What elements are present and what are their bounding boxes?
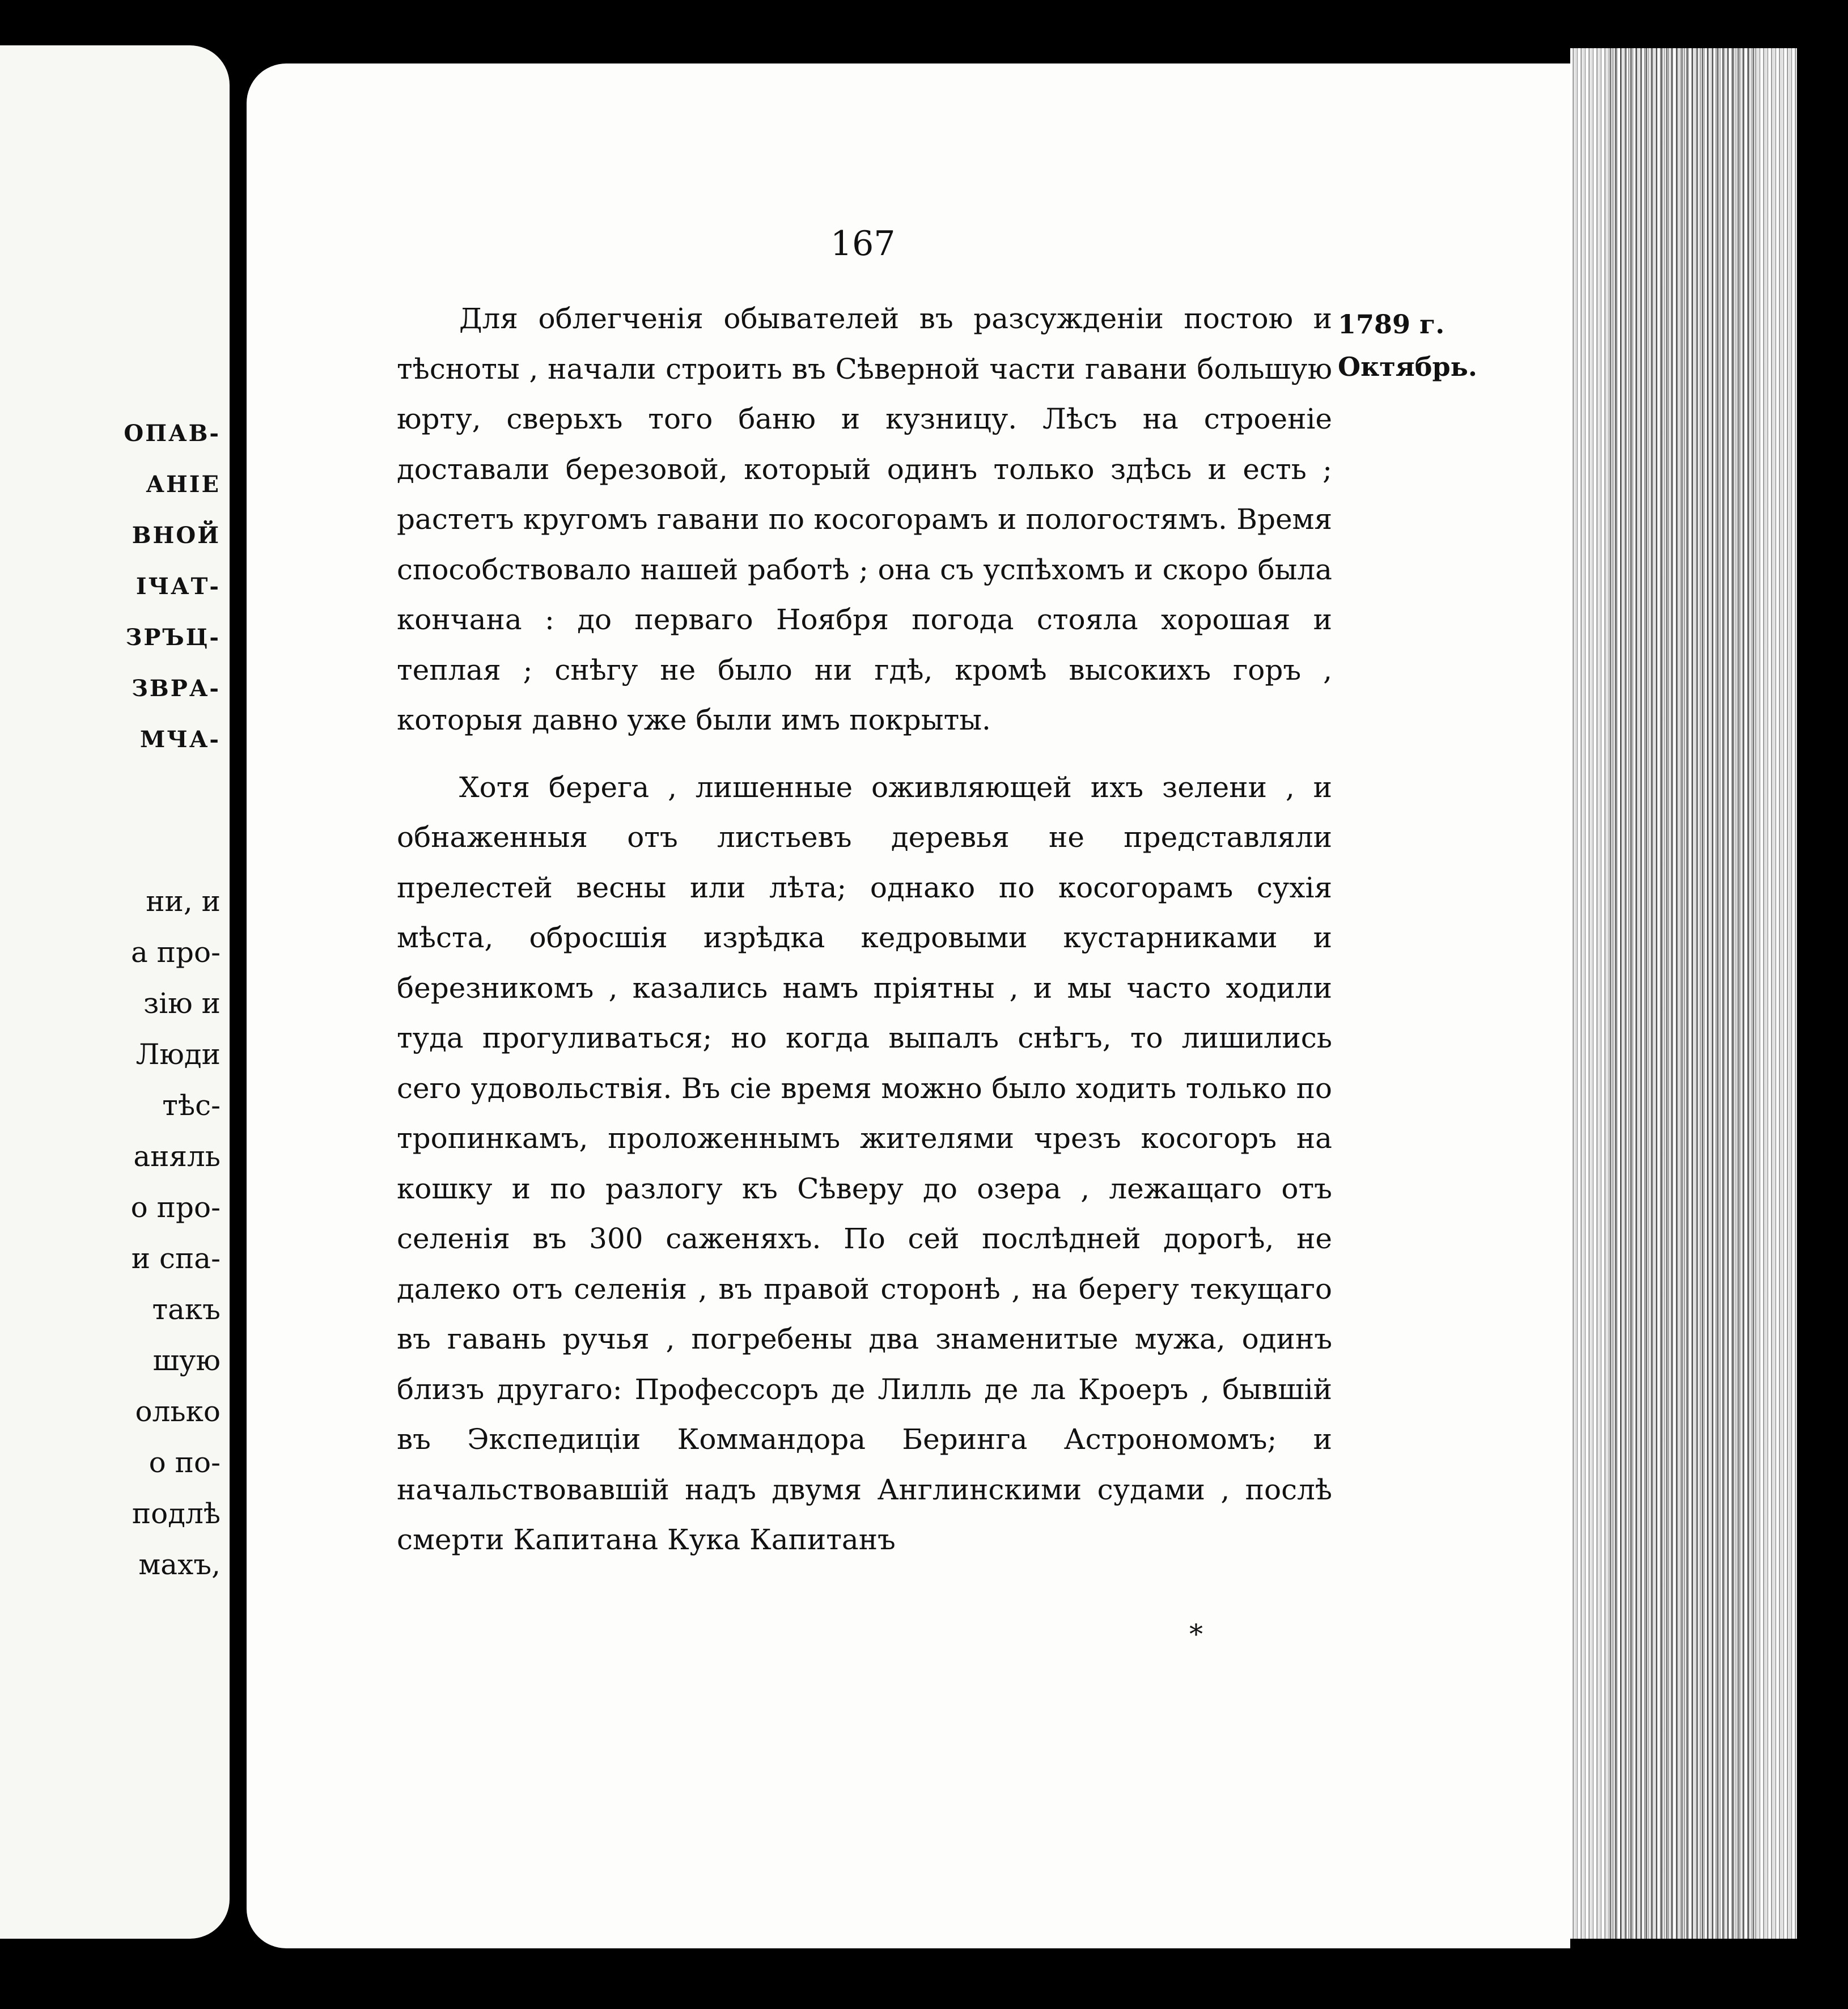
margin-note-year: 1789 г. (1338, 309, 1445, 340)
paragraph: Хотя берега , лишенные оживляющей ихъ зелени , и обнаженныя отъ листьевъ деревья не представляли прелестей весны или лѣта; однако по косогорамъ сухія мѣста, обросшія изрѣдка кедровыми кустарниками и березникомъ , казались намъ пріятны , и мы часто ходили туда прогуливаться; но когда выпалъ снѣгъ, то лишились сего удовольствія. Въ сіе время можно было ходить только по тропинкамъ, проложеннымъ жителями чрезъ косогоръ на кошку и по разлогу къ Сѣверу до озера , лежащаго отъ селенія въ 300 саженяхъ. По сей послѣдней дорогѣ, не далеко отъ селенія , въ правой сторонѣ , на берегу текущаго въ гавань ручья , погребены два знаменитые мужа, одинъ близъ другаго: Профессоръ де Лилль де ла Кроеръ , бывшій въ Экспедиціи Коммандора Беринга Астрономомъ; и начальствовавшій надъ двумя Англинскими судами , послѣ смерти Капитана Кука Капитанъ (397, 770, 1332, 1556)
left-page-line: ОПАВ- (124, 420, 221, 447)
left-page-line: МЧА- (140, 726, 221, 753)
page-number: 167 (830, 224, 896, 264)
left-page-line: ЗРЪЦ- (125, 624, 221, 651)
catchword: * (1189, 1618, 1203, 1650)
left-page-line: ни, и (146, 885, 221, 918)
left-page-line: о про- (130, 1191, 221, 1224)
left-page-line: ЗВРА- (132, 675, 221, 702)
left-page-line: а про- (130, 936, 221, 969)
page-edges-shading (1610, 48, 1757, 1939)
margin-note-month: Октябрь. (1338, 351, 1477, 382)
left-page-line: подлѣ (132, 1497, 221, 1530)
left-page-line: ІЧАТ- (135, 573, 221, 600)
left-page-line: АНІЕ (146, 471, 221, 498)
left-page-line: олько (135, 1395, 221, 1428)
left-page-line: такъ (152, 1293, 221, 1326)
left-page-line: о по- (149, 1446, 221, 1479)
left-page-line: Люди (135, 1038, 221, 1071)
left-page-line: и спа- (131, 1242, 221, 1275)
body-text (397, 294, 1332, 1565)
left-page-line: ВНОЙ (132, 522, 221, 549)
paragraph: Для облегченія обывателей въ разсужденіи постою и тѣсноты , начали строить въ Сѣверной части гавани большую юрту, сверьхъ того баню и кузницу. Лѣсъ на строеніе доставали березовой, который одинъ только здѣсь и есть ; растетъ кругомъ гавани по косогорамъ и пологостямъ. Время способствовало нашей работѣ ; она съ успѣхомъ и скоро была кончана : до перваго Ноября погода стояла хорошая и теплая ; снѣгу не было ни гдѣ, кромѣ высокихъ горъ , которыя давно уже были имъ покрыты. (397, 302, 1332, 736)
left-page-line: тѣс- (162, 1089, 221, 1122)
left-page-line: зію и (143, 987, 221, 1020)
left-page-fragment (0, 45, 230, 1939)
left-page-line: махъ, (138, 1548, 221, 1581)
left-page-line: шую (152, 1344, 221, 1377)
left-page-line: аняль (133, 1140, 221, 1173)
